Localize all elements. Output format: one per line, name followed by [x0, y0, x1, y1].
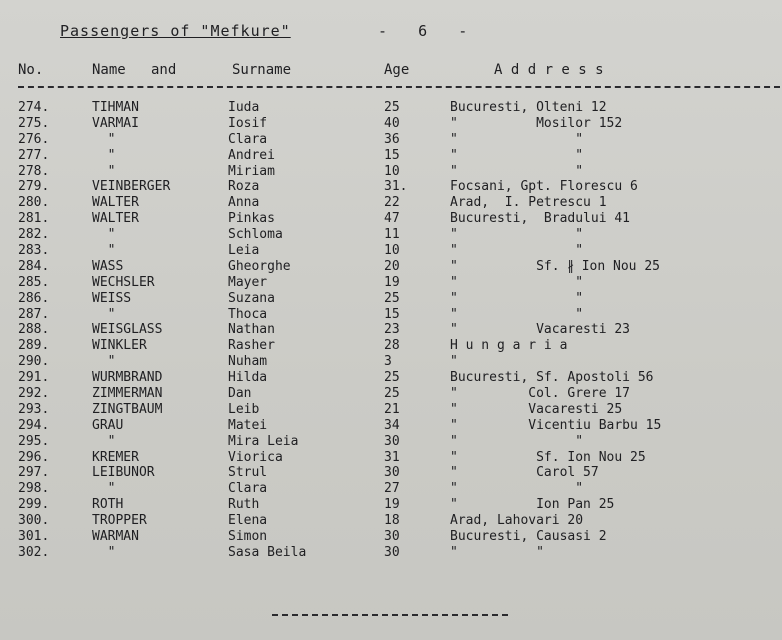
first-name: Roza	[228, 179, 260, 195]
table-row	[0, 481, 782, 497]
first-name: Rasher	[228, 338, 275, 354]
age: 25	[384, 290, 400, 306]
address: Focsani, Gpt. Florescu 6	[450, 179, 638, 195]
row-number: 300.	[18, 513, 50, 529]
last-name: VARMAI	[92, 115, 139, 131]
last-name: "	[92, 227, 116, 243]
column-header-no: No.	[18, 62, 44, 78]
last-name: WARMAN	[92, 529, 139, 545]
table-row	[0, 497, 782, 513]
header-divider	[18, 86, 780, 88]
table-row	[0, 132, 782, 148]
last-name: WEISS	[92, 290, 132, 306]
age: 47	[384, 211, 400, 227]
table-row	[0, 465, 782, 481]
last-name: WECHSLER	[92, 274, 155, 290]
last-name: ZIMMERMAN	[92, 386, 163, 402]
last-name: "	[92, 433, 116, 449]
table-row	[0, 195, 782, 211]
document-header	[60, 22, 469, 40]
row-number: 278.	[18, 163, 50, 179]
table-row	[0, 354, 782, 370]
age: 15	[384, 306, 400, 322]
age: 36	[384, 131, 400, 147]
column-header-address: A d d r e s s	[494, 62, 604, 78]
last-name: LEIBUNOR	[92, 465, 155, 481]
address: Arad, I. Petrescu 1	[450, 195, 607, 211]
row-number: 302.	[18, 544, 50, 560]
age: 30	[384, 465, 400, 481]
row-number: 285.	[18, 274, 50, 290]
address: " Ion Pan 25	[450, 497, 615, 513]
table-row	[0, 402, 782, 418]
table-row	[0, 148, 782, 164]
row-number: 282.	[18, 227, 50, 243]
last-name: WALTER	[92, 211, 139, 227]
table-row	[0, 545, 782, 561]
age: 34	[384, 417, 400, 433]
column-header-surname: Surname	[232, 62, 292, 78]
last-name: WASS	[92, 258, 124, 274]
age: 21	[384, 401, 400, 417]
first-name: Simon	[228, 529, 268, 545]
first-name: Elena	[228, 513, 268, 529]
table-row	[0, 307, 782, 323]
age: 3	[384, 354, 392, 370]
address: " "	[450, 306, 584, 322]
last-name: WURMBRAND	[92, 370, 163, 386]
row-number: 280.	[18, 195, 50, 211]
first-name: Andrei	[228, 147, 275, 163]
last-name: "	[92, 544, 116, 560]
first-name: Mayer	[228, 274, 268, 290]
table-row	[0, 259, 782, 275]
address: "	[450, 354, 458, 370]
first-name: Pinkas	[228, 211, 275, 227]
table-row	[0, 450, 782, 466]
table-row	[0, 116, 782, 132]
first-name: Leia	[228, 243, 260, 259]
row-number: 275.	[18, 115, 50, 131]
row-number: 286.	[18, 290, 50, 306]
row-number: 276.	[18, 131, 50, 147]
document-title: Passengers of "Mefkure"	[60, 22, 291, 40]
first-name: Suzana	[228, 290, 275, 306]
row-number: 301.	[18, 529, 50, 545]
page-marker: - 6 -	[378, 22, 469, 40]
address: " "	[450, 147, 584, 163]
table-row	[0, 418, 782, 434]
address: " Sf. Ion Nou 25	[450, 449, 646, 465]
table-row	[0, 100, 782, 116]
row-number: 289.	[18, 338, 50, 354]
first-name: Schloma	[228, 227, 283, 243]
address: " "	[450, 290, 584, 306]
first-name: Dan	[228, 386, 252, 402]
first-name: Viorica	[228, 449, 283, 465]
age: 25	[384, 100, 400, 115]
address: Bucuresti, Bradului 41	[450, 211, 631, 227]
address: " "	[450, 131, 584, 147]
address: " Vacaresti 23	[450, 322, 631, 338]
first-name: Anna	[228, 195, 260, 211]
age: 23	[384, 322, 400, 338]
address: " "	[450, 433, 584, 449]
table-row	[0, 227, 782, 243]
row-number: 299.	[18, 497, 50, 513]
table-row	[0, 513, 782, 529]
first-name: Iuda	[228, 100, 260, 115]
last-name: VEINBERGER	[92, 179, 171, 195]
row-number: 298.	[18, 481, 50, 497]
row-number: 290.	[18, 354, 50, 370]
column-header-name: Name and	[92, 62, 177, 78]
age: 25	[384, 370, 400, 386]
first-name: Mira Leia	[228, 433, 299, 449]
last-name: "	[92, 163, 116, 179]
first-name: Leib	[228, 401, 260, 417]
address: " Carol 57	[450, 465, 599, 481]
address: " Vacaresti 25	[450, 401, 623, 417]
row-number: 287.	[18, 306, 50, 322]
table-row	[0, 243, 782, 259]
last-name: "	[92, 131, 116, 147]
last-name: GRAU	[92, 417, 124, 433]
age: 30	[384, 544, 400, 560]
first-name: Matei	[228, 417, 268, 433]
last-name: TROPPER	[92, 513, 147, 529]
address: Bucuresti, Olteni 12	[450, 100, 607, 115]
row-number: 297.	[18, 465, 50, 481]
row-number: 292.	[18, 386, 50, 402]
table-row	[0, 275, 782, 291]
last-name: TIHMAN	[92, 100, 139, 115]
address: Arad, Lahovari 20	[450, 513, 584, 529]
age: 30	[384, 529, 400, 545]
address: " "	[450, 227, 584, 243]
age: 11	[384, 227, 400, 243]
address: " Sf. ∦ Ion Nou 25	[450, 258, 660, 274]
table-row	[0, 338, 782, 354]
first-name: Strul	[228, 465, 268, 481]
first-name: Clara	[228, 481, 268, 497]
address: H u n g a r i a	[450, 338, 568, 354]
address: " Vicentiu Barbu 15	[450, 417, 662, 433]
table-row	[0, 322, 782, 338]
last-name: "	[92, 306, 116, 322]
column-header-age: Age	[384, 62, 410, 78]
age: 30	[384, 433, 400, 449]
age: 20	[384, 258, 400, 274]
last-name: "	[92, 354, 116, 370]
table-row	[0, 291, 782, 307]
row-number: 281.	[18, 211, 50, 227]
last-name: "	[92, 243, 116, 259]
address: " "	[450, 274, 584, 290]
age: 22	[384, 195, 400, 211]
row-number: 277.	[18, 147, 50, 163]
address: " Mosilor 152	[450, 115, 623, 131]
last-name: WALTER	[92, 195, 139, 211]
table-row	[0, 386, 782, 402]
table-row	[0, 211, 782, 227]
last-name: ZINGTBAUM	[92, 401, 163, 417]
passenger-list	[0, 100, 782, 561]
age: 31.	[384, 179, 408, 195]
last-name: "	[92, 147, 116, 163]
age: 28	[384, 338, 400, 354]
table-row	[0, 529, 782, 545]
first-name: Gheorghe	[228, 258, 291, 274]
row-number: 274.	[18, 100, 50, 115]
row-number: 283.	[18, 243, 50, 259]
table-row	[0, 179, 782, 195]
last-name: ROTH	[92, 497, 124, 513]
last-name: "	[92, 481, 116, 497]
age: 27	[384, 481, 400, 497]
first-name: Thoca	[228, 306, 268, 322]
first-name: Clara	[228, 131, 268, 147]
first-name: Nathan	[228, 322, 275, 338]
address: " "	[450, 544, 544, 560]
age: 40	[384, 115, 400, 131]
row-number: 296.	[18, 449, 50, 465]
last-name: KREMER	[92, 449, 139, 465]
last-name: WINKLER	[92, 338, 147, 354]
address: " "	[450, 243, 584, 259]
row-number: 295.	[18, 433, 50, 449]
address: " "	[450, 163, 584, 179]
first-name: Nuham	[228, 354, 268, 370]
age: 10	[384, 163, 400, 179]
first-name: Hilda	[228, 370, 268, 386]
address: Bucuresti, Causasi 2	[450, 529, 607, 545]
row-number: 284.	[18, 258, 50, 274]
age: 19	[384, 274, 400, 290]
age: 18	[384, 513, 400, 529]
row-number: 279.	[18, 179, 50, 195]
row-number: 291.	[18, 370, 50, 386]
first-name: Miriam	[228, 163, 275, 179]
address: " "	[450, 481, 584, 497]
last-name: WEISGLASS	[92, 322, 163, 338]
first-name: Sasa Beila	[228, 544, 307, 560]
age: 15	[384, 147, 400, 163]
table-row	[0, 370, 782, 386]
age: 19	[384, 497, 400, 513]
first-name: Iosif	[228, 115, 268, 131]
age: 25	[384, 386, 400, 402]
row-number: 294.	[18, 417, 50, 433]
bottom-divider	[272, 614, 508, 616]
row-number: 293.	[18, 401, 50, 417]
table-row	[0, 434, 782, 450]
age: 10	[384, 243, 400, 259]
first-name: Ruth	[228, 497, 260, 513]
row-number: 288.	[18, 322, 50, 338]
table-row	[0, 164, 782, 180]
address: " Col. Grere 17	[450, 386, 631, 402]
address: Bucuresti, Sf. Apostoli 56	[450, 370, 654, 386]
age: 31	[384, 449, 400, 465]
